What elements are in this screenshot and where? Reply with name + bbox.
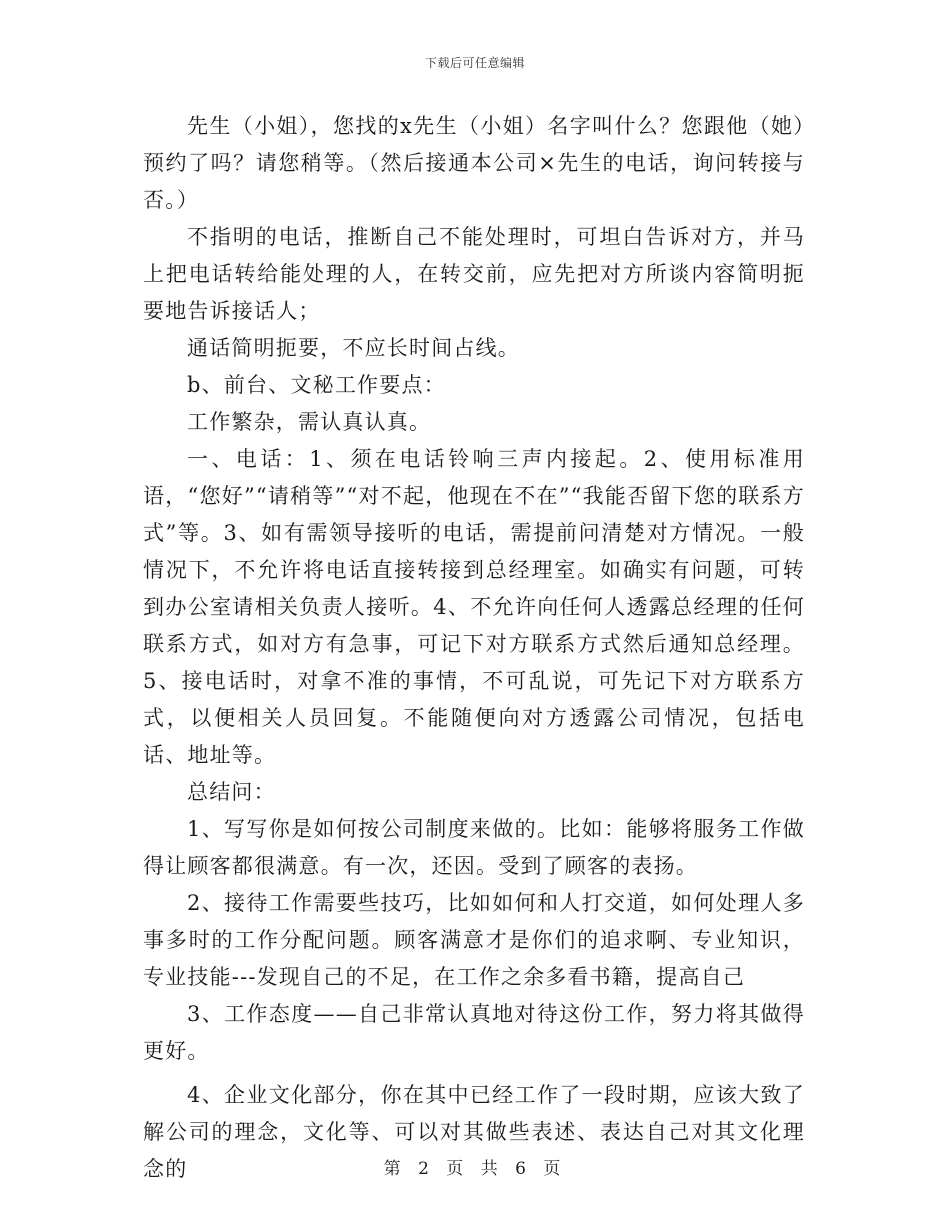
paragraph: 总结问： [187,780,276,804]
paragraph: 1、写写你是如何按公司制度来做的。比如：能够将服务工作做得让顾客都很满意。有一次，还因。受到了顾客的表扬。 [143,817,805,878]
paragraph: 3、工作态度——自己非常认真地对待这份工作，努力将其做得更好。 [143,1002,805,1063]
document-body [143,108,805,1188]
page-header-note: 下载后可任意编辑 [424,56,525,70]
paragraph: b、前台、文秘工作要点： [187,373,446,397]
paragraph: 4、企业文化部分，你在其中已经工作了一段时期，应该大致了解公司的理念，文化等、可以对其做些表述、表达自己对其文化理念的 [143,1083,805,1181]
paragraph: 工作繁杂，需认真认真。 [187,410,432,434]
page-number-footer: 第 2 页 共 6 页 [383,1159,567,1179]
paragraph: 先生（小姐），您找的x先生（小姐）名字叫什么？您跟他（她）预约了吗？请您稍等。（然后接通本公司×先生的电话，询问转接与否。） [143,114,805,212]
paragraph: 一、电话：1、须在电话铃响三声内接起。2、使用标准用语，“您好”“请稍等”“对不起，他现在不在”“我能否留下您的联系方式”等。3、如有需领导接听的电话，需提前问清楚对方情况。一般情况下，不允许将电话直接转接到总经理室。如确实有问题，可转到办公室请相关负责人接听。4、不允许向任何人透露总经理的任何联系方式，如对方有急事，可记下对方联系方式然后通知总经理。5、接电话时，对拿不准的事情，不可乱说，可先记下对方联系方式，以便相关人员回复。不能随便向对方透露公司情况，包括电话、地址等。 [143,447,805,767]
paragraph: 2、接待工作需要些技巧，比如如何和人打交道，如何处理人多事多时的工作分配问题。顾客满意才是你们的追求啊、专业知识，专业技能---发现自己的不足，在工作之余多看书籍，提高自己 [143,891,805,989]
paragraph: 不指明的电话，推断自己不能处理时，可坦白告诉对方，并马上把电话转给能处理的人，在转交前，应先把对方所谈内容简明扼要地告诉接话人； [143,225,805,323]
paragraph: 通话简明扼要，不应长时间占线。 [187,336,520,360]
